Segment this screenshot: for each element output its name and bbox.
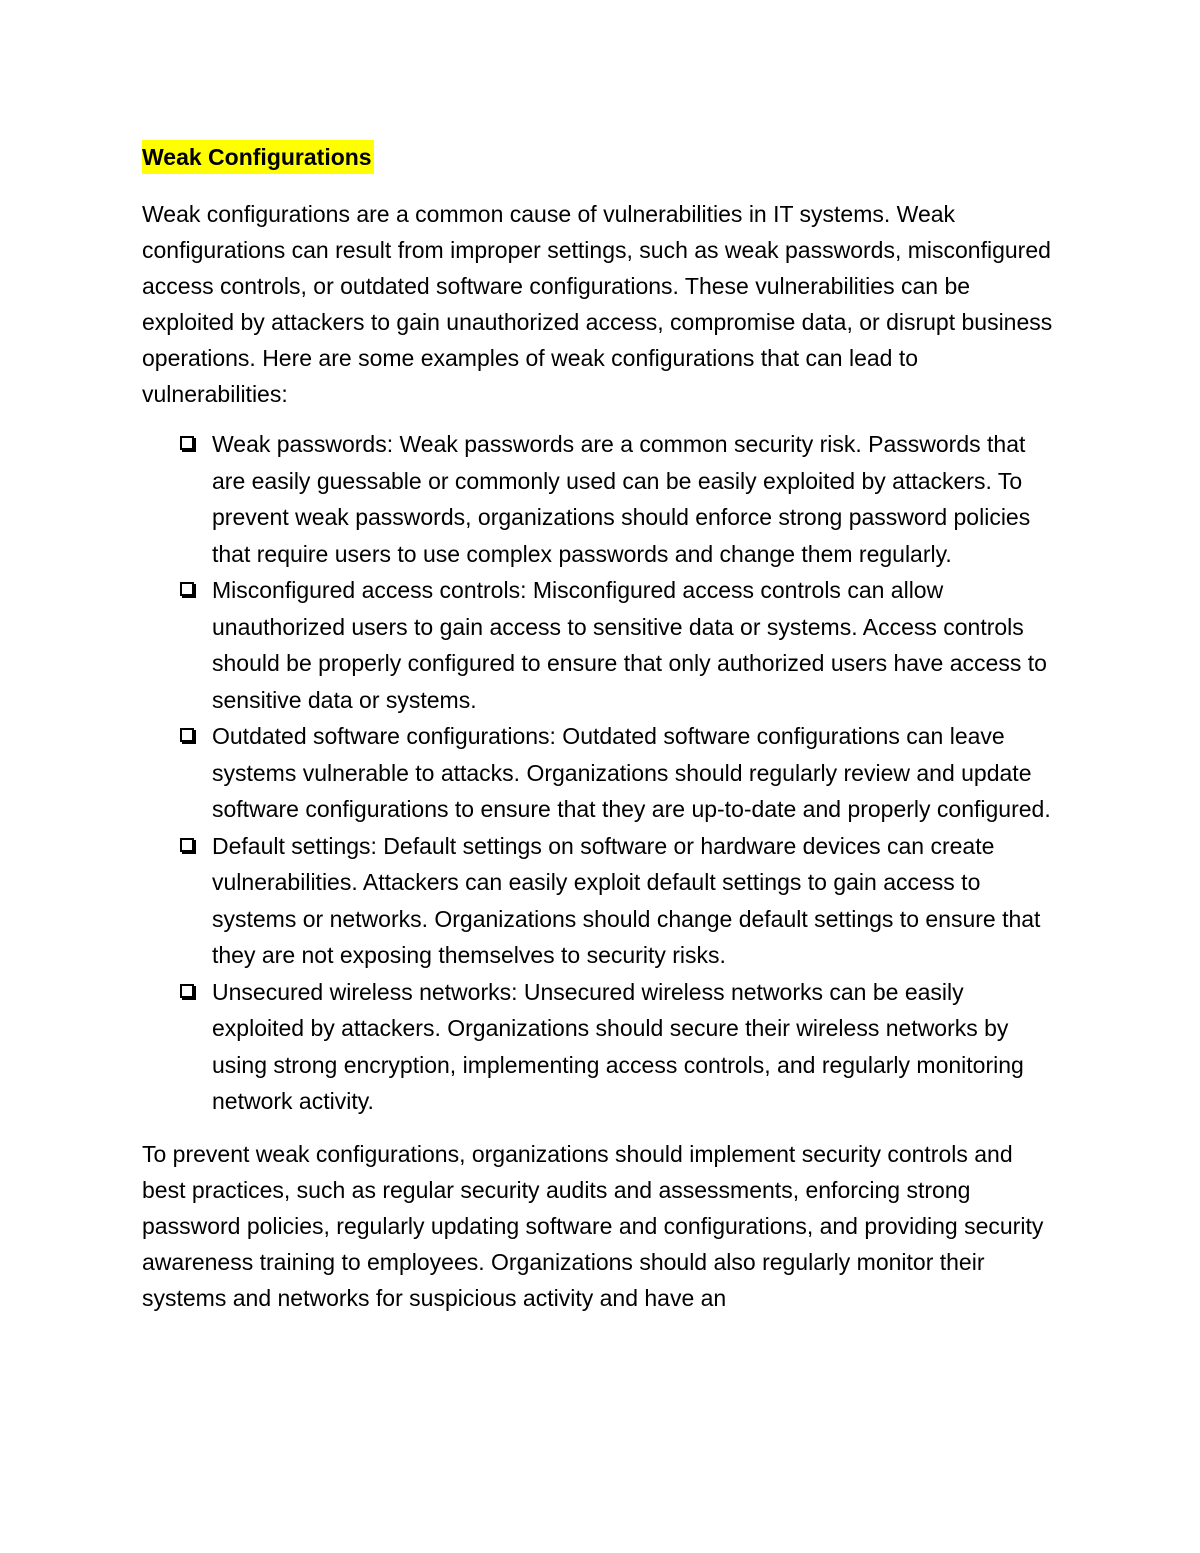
intro-paragraph: Weak configurations are a common cause of vulnerabilities in IT systems. Weak configurations can result from improper settings, such as weak passwords, misconfigured access controls, or outdated software configurations. These vulnerabilities can be exploited by attackers to gain unauthorized access, compromise data, or disrupt business operations. Here are some examples of weak configurations that can lead to vulnerabilities: <box>142 201 1053 407</box>
list-item-text: Default settings: Default settings on software or hardware devices can create vulnerabilities. Attackers can easily exploit default settings to gain access to systems or networks. Organizations should change default settings to ensure that they are not exposing themselves to security risks. <box>212 832 1041 968</box>
checkbox-icon <box>180 728 194 742</box>
list-item-text: Weak passwords: Weak passwords are a common security risk. Passwords that are easily guessable or commonly used can be easily exploited by attackers. To prevent weak passwords, organizations should enforce strong password policies that require users to use complex passwords and change them regularly. <box>212 431 1031 567</box>
checkbox-icon <box>180 984 194 998</box>
list-item <box>142 572 1062 718</box>
checkbox-icon <box>180 582 194 596</box>
checkbox-icon <box>180 436 194 450</box>
list-item-text: Unsecured wireless networks: Unsecured wireless networks can be easily exploited by attackers. Organizations should secure their wireless networks by using strong encryption, implementing access controls, and regularly monitoring network activity. <box>212 978 1024 1114</box>
list-item <box>142 426 1062 572</box>
list-item <box>142 718 1062 828</box>
document-page <box>142 140 1062 1316</box>
list-item <box>142 974 1062 1120</box>
checkbox-icon <box>180 838 194 852</box>
list-item-text: Outdated software configurations: Outdated software configurations can leave systems vulnerable to attacks. Organizations should regularly review and update software configurations to ensure that they are up-to-date and properly configured. <box>212 723 1051 822</box>
section-heading: Weak Configurations <box>142 140 374 174</box>
bullet-list <box>142 426 1062 1120</box>
conclusion-paragraph: To prevent weak configurations, organizations should implement security controls and best practices, such as regular security audits and assessments, enforcing strong password policies, regularly updating software and configurations, and providing security awareness training to employees. Organizations should also regularly monitor their systems and networks for suspicious activity and have an <box>142 1140 1044 1311</box>
list-item-text: Misconfigured access controls: Misconfigured access controls can allow unauthorized users to gain access to sensitive data or systems. Access controls should be properly configured to ensure that only authorized users have access to sensitive data or systems. <box>212 577 1047 713</box>
list-item <box>142 828 1062 974</box>
